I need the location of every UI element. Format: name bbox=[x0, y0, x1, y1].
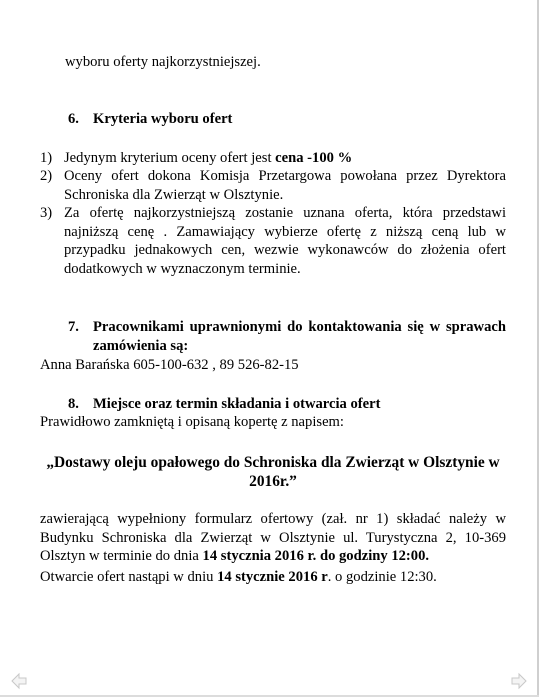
envelope-line: Prawidłowo zamkniętą i opisaną kopertę z napisem: bbox=[40, 414, 344, 430]
quote-title: „Dostawy oleju opałowego do Schroniska dla Zwierząt w Olsztynie w 2016r.” bbox=[46, 454, 500, 490]
opening-date: 14 stycznie 2016 r bbox=[217, 569, 328, 585]
list-item: Oceny ofert dokona Komisja Przetargowa powołana przez Dyrektora Schroniska dla Zwierząt w Olsztynie. bbox=[64, 168, 506, 203]
list-item-text: Jedynym kryterium oceny ofert jest bbox=[64, 150, 276, 166]
section-8-heading: Miejsce oraz termin składania i otwarcia ofert bbox=[93, 396, 381, 412]
arrow-left-icon[interactable] bbox=[10, 672, 28, 690]
submission-text: zawierającą wypełniony formularz ofertowy (zał. nr 1) składać należy w Budynku Schroniska dla Zwierząt w Olsztynie ul. Turystyczna 2, 10-369 Olsztyn w terminie do dnia bbox=[40, 511, 506, 564]
submission-deadline: 14 stycznia 2016 r. do godziny 12:00. bbox=[202, 548, 430, 564]
arrow-right-icon[interactable] bbox=[510, 672, 528, 690]
contact-line: Anna Barańska 605-100-632 , 89 526-82-15 bbox=[40, 357, 299, 373]
list-item-number: 2) bbox=[40, 168, 53, 184]
submission-paragraph bbox=[40, 510, 506, 566]
list-item-number: 1) bbox=[40, 150, 53, 166]
opening-text: Otwarcie ofert nastąpi w dniu bbox=[40, 569, 218, 585]
opening-time: . o godzinie 12:30. bbox=[327, 569, 437, 585]
intro-line: wyboru oferty najkorzystniejszej. bbox=[65, 54, 261, 70]
section-7-heading: Pracownikami uprawnionymi do kontaktowania się w sprawach zamówienia są: bbox=[93, 319, 506, 354]
list-item-bold: cena -100 % bbox=[275, 150, 353, 166]
opening-line bbox=[40, 568, 437, 586]
list-item bbox=[64, 149, 352, 167]
list-item-number: 3) bbox=[40, 205, 53, 221]
list-item: Za ofertę najkorzystniejszą zostanie uznana oferta, która przedstawi najniższą cenę . Zamawiający wybierze ofertę z niższą ceną lub w przypadku jednakowych cen, wezwie wykonawców do złożenia ofert dodatkowych w wyznaczonym terminie. bbox=[64, 205, 506, 277]
section-6-number: 6. bbox=[68, 111, 79, 127]
section-8-number: 8. bbox=[68, 396, 79, 412]
section-7-number: 7. bbox=[68, 319, 79, 335]
section-6-heading: Kryteria wyboru ofert bbox=[93, 111, 233, 127]
